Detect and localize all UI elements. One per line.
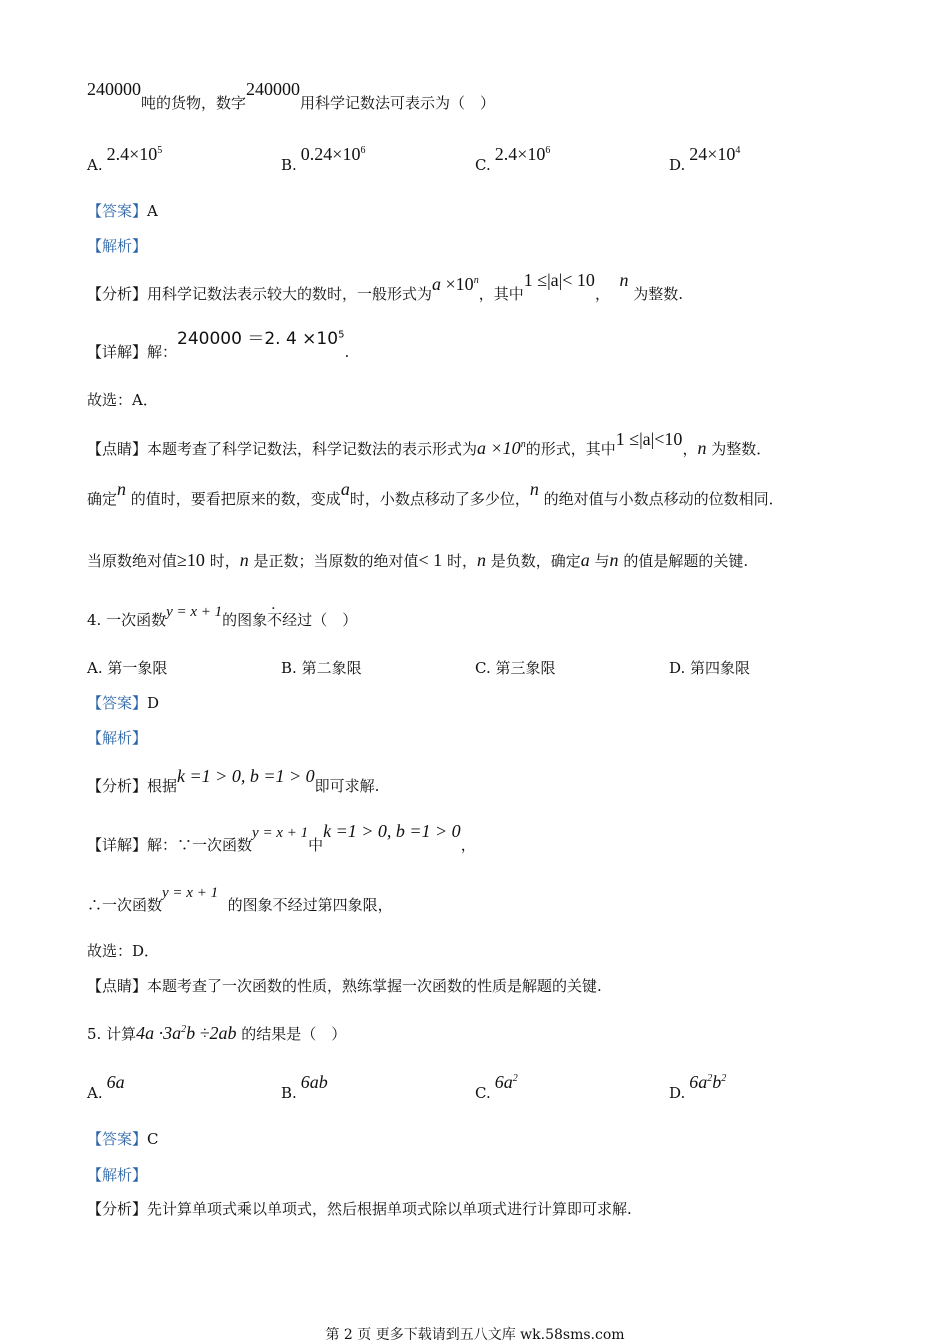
q5-analysis-tag: 【解析】 (87, 1166, 148, 1184)
q3-dianjing-line2: 确定n 的值时，要看把原来的数，变成a时，小数点移动了多少位，n 的绝对值与小数点移动的位数相同． (87, 479, 784, 508)
q3-fenxi: 【分析】用科学记数法表示较大的数时，一般形式为$a \times 10^n$，其中1 ≤|a|< 10， n 为整数. (87, 270, 684, 303)
q5-fenxi: 【分析】先计算单项式乘以单项式，然后根据单项式除以单项式进行计算即可求解. (87, 1200, 632, 1218)
q5-option-d: $D.6a^2b^2$ (669, 1072, 727, 1102)
q3-guxuan: 故选：A． (87, 391, 158, 409)
q3-option-d: $D.24\times 10^4$ (669, 144, 741, 174)
q4-option-b: B. 第二象限 (281, 659, 362, 677)
q5-answer: 【答案】C (87, 1130, 159, 1148)
q5-option-c: $C.6a^2$ (475, 1072, 518, 1102)
q4-guxuan: 故选：D． (87, 942, 160, 960)
q4-answer: 【答案】D (87, 694, 160, 712)
q3-dianjing-line3: 当原数绝对值≥10 时，n 是正数；当原数的绝对值< 1 时，n 是负数，确定a 与n 的值是解题的关键. (87, 550, 749, 570)
q4-option-d: D. 第四象限 (669, 659, 751, 677)
q4-stem: 4. 一次函数y = x + 1的图象不经过（ ） (87, 604, 358, 629)
page-footer: 第 2 页 更多下载请到五八文库 wk.58sms.com (325, 1327, 625, 1343)
q4-xiangjie: 【详解】解：∵一次函数y = x + 1中k =1 > 0, b =1 > 0， (87, 821, 476, 854)
number: 240000 (246, 79, 301, 99)
q3-option-c: $C.2.4\times 10^6$ (475, 144, 551, 174)
q3-analysis-tag: 【解析】 (87, 237, 148, 255)
q3-stem: 240000吨的货物，数字240000用科学记数法可表示为（ ） (87, 79, 496, 112)
q5-option-b: B.6ab (281, 1072, 328, 1102)
q4-option-a: A. 第一象限 (87, 659, 168, 677)
q3-answer: 【答案】A (87, 202, 158, 220)
q3-option-a: $A.2.4\times 10^5$ (87, 144, 163, 174)
emphasis-dots: 不经过 (267, 611, 313, 629)
q4-fenxi: 【分析】根据k =1 > 0, b =1 > 0即可求解. (87, 766, 380, 795)
q3-option-b: $B.0.24\times 10^6$ (281, 144, 366, 174)
q5-stem: 5. 计算$4a \cdot 3a^2b \div 2ab$ 的结果是（ ） (87, 1023, 347, 1043)
q4-dianjing: 【点睛】本题考查了一次函数的性质，熟练掌握一次函数的性质是解题的关键. (87, 977, 602, 995)
q4-analysis-tag: 【解析】 (87, 729, 148, 747)
q5-option-a: A.6a (87, 1072, 125, 1102)
q3-xiangjie: 【详解】解：240000 ＝2. $4 \times 10^5$. (87, 329, 350, 361)
q4-option-c: C. 第三象限 (475, 659, 556, 677)
number: 240000 (87, 79, 141, 99)
q4-therefore: ∴一次函数y = x + 1 的图象不经过第四象限， (87, 885, 393, 914)
q3-dianjing: 【点睛】本题考查了科学记数法，科学记数法的表示形式为$a \times 10^n$的形式，其中1 ≤|a|<10，n 为整数． (87, 429, 772, 458)
